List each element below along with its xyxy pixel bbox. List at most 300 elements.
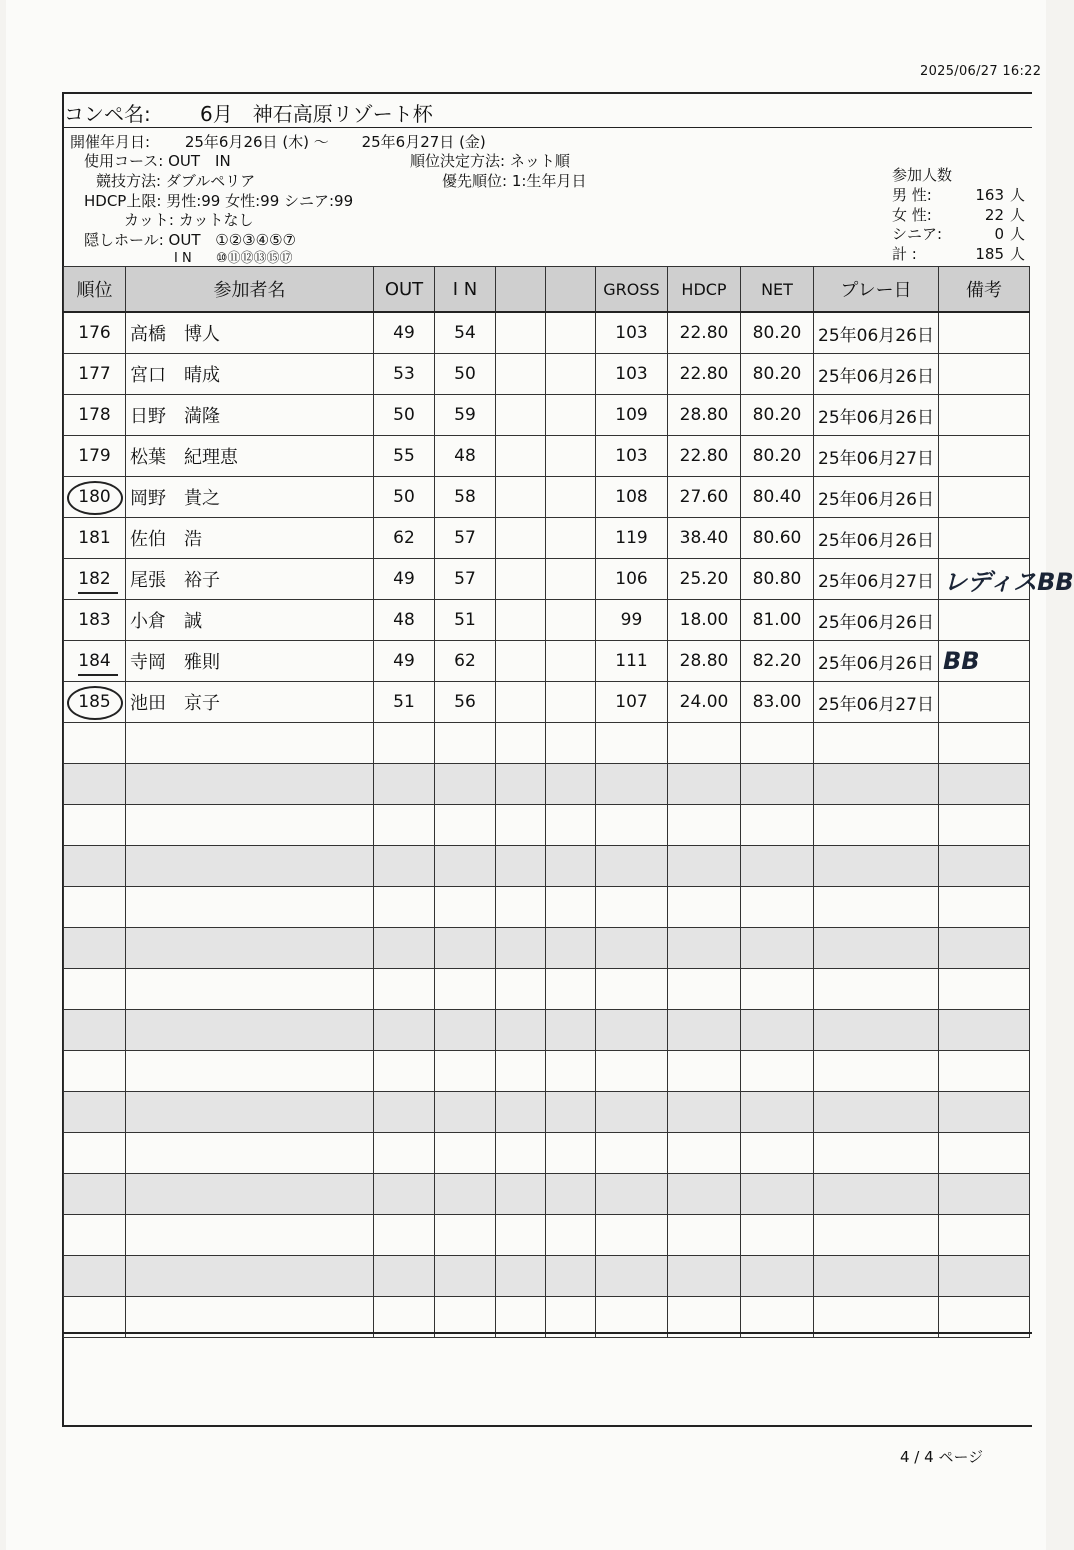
cell-empty [496, 1256, 546, 1297]
cell-empty [496, 1215, 546, 1256]
cell-hdcp: 38.40 [668, 518, 741, 559]
empty-table-row [64, 928, 1030, 969]
cell-name: 尾張 裕子 [126, 559, 374, 600]
cell-empty [64, 1256, 126, 1297]
cell-empty [64, 1215, 126, 1256]
cell-empty [496, 1133, 546, 1174]
rank-value: 178 [78, 405, 111, 425]
cell-hdcp: 27.60 [668, 477, 741, 518]
cell-empty [939, 887, 1030, 928]
footer-box [63, 1332, 1032, 1427]
cell-empty [814, 1092, 939, 1133]
cell-empty [596, 1256, 668, 1297]
cell-empty [814, 805, 939, 846]
cell-rank [64, 518, 126, 559]
cell-empty [546, 1133, 596, 1174]
cell-empty [814, 1051, 939, 1092]
handwritten-circle-mark [67, 481, 123, 515]
cut-row [124, 209, 254, 230]
cell-empty [64, 1051, 126, 1092]
priority-value: 1:生年月日 [511, 172, 587, 190]
cell-empty [939, 969, 1030, 1010]
participant-count-row [892, 204, 1025, 225]
cell-date: 25年06月27日 [814, 559, 939, 600]
cell-net: 80.40 [741, 477, 814, 518]
cell-empty [546, 1051, 596, 1092]
participant-count-row [892, 243, 1025, 264]
cell-in: 54 [435, 312, 496, 354]
cell-empty [496, 969, 546, 1010]
cell-out: 49 [374, 312, 435, 354]
cell-empty [374, 805, 435, 846]
cell-empty [374, 1051, 435, 1092]
cell-out: 55 [374, 436, 435, 477]
cell-empty [741, 1010, 814, 1051]
empty-table-row [64, 764, 1030, 805]
empty-table-row [64, 1215, 1030, 1256]
cell-empty [668, 1092, 741, 1133]
course-label: 使用コース: [84, 152, 164, 170]
empty-table-row [64, 1174, 1030, 1215]
header-hdcp: HDCP [668, 267, 741, 313]
cell-empty [126, 1215, 374, 1256]
cell-empty [741, 1051, 814, 1092]
cell-empty [374, 723, 435, 764]
cell-empty [126, 1092, 374, 1133]
participant-count-row [892, 184, 1025, 205]
participant-count-label: 男 性: [892, 186, 932, 204]
cell-empty [435, 928, 496, 969]
cell-gross: 106 [596, 559, 668, 600]
cell-empty [496, 805, 546, 846]
ranking-method-row [410, 150, 570, 171]
cell-empty [668, 1215, 741, 1256]
table-row [64, 559, 1030, 600]
participant-count-unit: 人 [1010, 225, 1026, 243]
cell-in: 51 [435, 600, 496, 641]
cell-rank [64, 477, 126, 518]
ranking-method-value: ネット順 [509, 152, 570, 170]
cell-rank [64, 354, 126, 395]
cell-empty [741, 1215, 814, 1256]
cell-empty [374, 1174, 435, 1215]
cell-blank [546, 682, 596, 723]
hdcp-label: HDCP上限: [84, 192, 162, 210]
cell-date: 25年06月26日 [814, 395, 939, 436]
cell-out: 50 [374, 477, 435, 518]
table-row [64, 354, 1030, 395]
cell-empty [126, 1133, 374, 1174]
cell-gross: 108 [596, 477, 668, 518]
cell-date: 25年06月26日 [814, 600, 939, 641]
header-in: I N [435, 267, 496, 313]
cell-empty [596, 846, 668, 887]
cell-empty [668, 1133, 741, 1174]
cell-empty [741, 1133, 814, 1174]
cell-empty [939, 805, 1030, 846]
cell-date: 25年06月26日 [814, 312, 939, 354]
table-header-row [64, 267, 1030, 313]
empty-table-row [64, 805, 1030, 846]
cell-date: 25年06月26日 [814, 354, 939, 395]
participant-count-unit: 人 [1010, 186, 1026, 204]
header-blank-2 [546, 267, 596, 313]
cell-blank [546, 477, 596, 518]
cell-empty [814, 969, 939, 1010]
cell-name: 池田 京子 [126, 682, 374, 723]
cell-blank [546, 600, 596, 641]
cell-empty [546, 1092, 596, 1133]
cell-empty [668, 1010, 741, 1051]
cell-empty [374, 1010, 435, 1051]
cell-rank [64, 600, 126, 641]
empty-table-row [64, 1256, 1030, 1297]
cell-empty [496, 1051, 546, 1092]
date-end: 25年6月27日 (金) [361, 133, 486, 151]
cell-empty [741, 723, 814, 764]
cell-empty [741, 1256, 814, 1297]
cell-empty [64, 928, 126, 969]
cell-empty [435, 1215, 496, 1256]
cell-empty [814, 1174, 939, 1215]
cell-blank [546, 641, 596, 682]
cell-blank [496, 641, 546, 682]
cell-gross: 111 [596, 641, 668, 682]
cell-empty [374, 1256, 435, 1297]
cell-blank [496, 559, 546, 600]
cell-name: 寺岡 雅則 [126, 641, 374, 682]
cell-blank [546, 312, 596, 354]
empty-table-row [64, 887, 1030, 928]
cell-blank [496, 600, 546, 641]
cell-empty [546, 723, 596, 764]
results-table [63, 266, 1074, 1338]
cell-gross: 109 [596, 395, 668, 436]
cell-hdcp: 28.80 [668, 395, 741, 436]
header-play-date: プレー日 [814, 267, 939, 313]
table-row [64, 600, 1030, 641]
cell-empty [741, 805, 814, 846]
cell-empty [596, 1010, 668, 1051]
table-row [64, 477, 1030, 518]
empty-table-row [64, 969, 1030, 1010]
cell-empty [668, 928, 741, 969]
participants-heading: 参加人数 [892, 166, 953, 184]
cell-empty [546, 846, 596, 887]
hdcp-row [84, 190, 353, 211]
cell-empty [126, 1256, 374, 1297]
empty-table-row [64, 1133, 1030, 1174]
cell-note [939, 354, 1030, 395]
cell-note [939, 518, 1030, 559]
cell-hdcp: 22.80 [668, 354, 741, 395]
cell-empty [546, 1215, 596, 1256]
cell-empty [435, 1092, 496, 1133]
participant-count-label: シニア: [892, 225, 943, 243]
rank-value: 179 [78, 446, 111, 466]
cell-empty [546, 887, 596, 928]
cell-empty [374, 1215, 435, 1256]
cell-gross: 103 [596, 312, 668, 354]
cell-empty [939, 1092, 1030, 1133]
cell-in: 56 [435, 682, 496, 723]
rank-value: 181 [78, 528, 111, 548]
cell-empty [546, 764, 596, 805]
cell-empty [596, 723, 668, 764]
cell-out: 53 [374, 354, 435, 395]
cell-in: 48 [435, 436, 496, 477]
cell-blank [496, 436, 546, 477]
cell-hdcp: 22.80 [668, 436, 741, 477]
competition-row [96, 170, 255, 191]
cell-empty [668, 887, 741, 928]
cell-empty [668, 764, 741, 805]
course-row [84, 150, 231, 171]
cell-net: 80.20 [741, 436, 814, 477]
participant-count-unit: 人 [1010, 206, 1026, 224]
cell-empty [814, 1215, 939, 1256]
header-note: 備考 [939, 267, 1030, 313]
cell-empty [814, 846, 939, 887]
cell-name: 岡野 貴之 [126, 477, 374, 518]
cell-in: 50 [435, 354, 496, 395]
header-name: 参加者名 [126, 267, 374, 313]
cell-empty [64, 1174, 126, 1215]
cell-empty [435, 1256, 496, 1297]
header-out: OUT [374, 267, 435, 313]
table-row [64, 312, 1030, 354]
table-row [64, 395, 1030, 436]
cell-blank [496, 354, 546, 395]
cell-empty [496, 1010, 546, 1051]
empty-table-row [64, 846, 1030, 887]
cell-empty [496, 764, 546, 805]
cell-note [939, 477, 1030, 518]
cell-out: 49 [374, 641, 435, 682]
empty-table-row [64, 723, 1030, 764]
cell-empty [668, 805, 741, 846]
cell-blank [546, 559, 596, 600]
cell-name: 宮口 晴成 [126, 354, 374, 395]
cell-empty [64, 887, 126, 928]
dates-label: 開催年月日: [70, 133, 151, 151]
cell-empty [435, 969, 496, 1010]
cell-empty [596, 805, 668, 846]
competition-label: 競技方法: [96, 172, 162, 190]
cell-note [939, 682, 1030, 723]
cell-empty [435, 764, 496, 805]
cell-blank [546, 354, 596, 395]
page-number: 4 / 4 ページ [900, 1448, 984, 1466]
cell-empty [64, 1133, 126, 1174]
cell-empty [939, 1174, 1030, 1215]
participant-count-value: 185 [975, 245, 1004, 263]
cell-empty [939, 1010, 1030, 1051]
cell-blank [546, 395, 596, 436]
cell-empty [596, 1215, 668, 1256]
rank-value: 184 [78, 651, 111, 671]
cell-empty [939, 1133, 1030, 1174]
cell-empty [126, 1174, 374, 1215]
cell-gross: 107 [596, 682, 668, 723]
cell-empty [496, 887, 546, 928]
cell-note [939, 600, 1030, 641]
hidden-out-label: OUT [168, 231, 201, 249]
table-row [64, 682, 1030, 723]
participant-count-value: 163 [975, 186, 1004, 204]
cell-net: 82.20 [741, 641, 814, 682]
participant-count-value: 22 [984, 206, 1004, 224]
cell-empty [435, 1133, 496, 1174]
cell-empty [546, 928, 596, 969]
cut-label: カット: [124, 211, 174, 229]
cell-empty [668, 846, 741, 887]
cell-blank [496, 477, 546, 518]
handwritten-underline-mark [78, 592, 118, 594]
cell-empty [668, 1256, 741, 1297]
cell-note [939, 312, 1030, 354]
cell-net: 80.80 [741, 559, 814, 600]
cell-empty [374, 1092, 435, 1133]
cell-empty [939, 1256, 1030, 1297]
cell-in: 62 [435, 641, 496, 682]
cell-empty [496, 928, 546, 969]
table-row [64, 436, 1030, 477]
participant-count-label: 女 性: [892, 206, 932, 224]
cell-empty [126, 1010, 374, 1051]
cell-empty [435, 846, 496, 887]
cell-net: 83.00 [741, 682, 814, 723]
hidden-holes-label: 隠しホール: [84, 231, 164, 249]
cell-empty [374, 764, 435, 805]
course-value: OUT IN [168, 152, 231, 170]
table-row [64, 518, 1030, 559]
cell-empty [64, 846, 126, 887]
cell-empty [741, 1092, 814, 1133]
header-gross: GROSS [596, 267, 668, 313]
cell-empty [435, 723, 496, 764]
cell-in: 58 [435, 477, 496, 518]
print-timestamp: 2025/06/27 16:22 [920, 64, 1042, 79]
cell-rank [64, 559, 126, 600]
cell-rank [64, 682, 126, 723]
cell-in: 57 [435, 518, 496, 559]
rank-value: 177 [78, 364, 111, 384]
cell-name: 日野 満隆 [126, 395, 374, 436]
cell-empty [64, 805, 126, 846]
cell-note [939, 436, 1030, 477]
empty-table-row [64, 1010, 1030, 1051]
hidden-in-label: I N [174, 251, 192, 266]
cell-empty [496, 1174, 546, 1215]
rank-value: 185 [78, 692, 111, 712]
ranking-method-label: 順位決定方法: [410, 152, 506, 170]
cell-note: BB [939, 641, 1030, 682]
cell-empty [435, 1010, 496, 1051]
cell-name: 小倉 誠 [126, 600, 374, 641]
header-net: NET [741, 267, 814, 313]
cell-empty [374, 887, 435, 928]
cell-empty [546, 969, 596, 1010]
cell-empty [814, 764, 939, 805]
cell-empty [939, 928, 1030, 969]
cell-blank [496, 312, 546, 354]
cell-in: 59 [435, 395, 496, 436]
cell-empty [814, 1010, 939, 1051]
cut-value: カットなし [178, 211, 254, 229]
cell-empty [435, 1051, 496, 1092]
priority-label: 優先順位: [442, 172, 508, 190]
cell-empty [596, 1051, 668, 1092]
rank-value: 176 [78, 323, 111, 343]
cell-date: 25年06月27日 [814, 682, 939, 723]
cell-hdcp: 18.00 [668, 600, 741, 641]
cell-name: 佐伯 浩 [126, 518, 374, 559]
cell-empty [374, 1133, 435, 1174]
participant-count-unit: 人 [1010, 245, 1026, 263]
cell-rank [64, 312, 126, 354]
cell-out: 49 [374, 559, 435, 600]
cell-blank [546, 436, 596, 477]
cell-date: 25年06月26日 [814, 477, 939, 518]
cell-empty [126, 887, 374, 928]
cell-empty [435, 805, 496, 846]
cell-empty [741, 764, 814, 805]
hidden-in-holes: ⑩⑪⑫⑬⑮⑰ [215, 251, 293, 266]
cell-empty [596, 969, 668, 1010]
cell-net: 81.00 [741, 600, 814, 641]
cell-blank [496, 395, 546, 436]
cell-empty [814, 1133, 939, 1174]
cell-empty [814, 1256, 939, 1297]
cell-out: 48 [374, 600, 435, 641]
cell-empty [126, 805, 374, 846]
cell-date: 25年06月27日 [814, 436, 939, 477]
header-blank-1 [496, 267, 546, 313]
cell-empty [814, 928, 939, 969]
cell-gross: 103 [596, 354, 668, 395]
empty-table-row [64, 1092, 1030, 1133]
cell-note: レディスBB [939, 559, 1030, 600]
cell-empty [596, 1174, 668, 1215]
cell-empty [741, 1174, 814, 1215]
cell-empty [668, 1174, 741, 1215]
table-row [64, 641, 1030, 682]
date-start: 25年6月26日 (木) ～ [184, 133, 329, 151]
cell-note [939, 395, 1030, 436]
cell-empty [126, 764, 374, 805]
cell-empty [126, 969, 374, 1010]
participant-count-row [892, 223, 1025, 244]
cell-empty [741, 887, 814, 928]
rank-value: 183 [78, 610, 111, 630]
handwritten-underline-mark [78, 674, 118, 676]
cell-hdcp: 28.80 [668, 641, 741, 682]
cell-date: 25年06月26日 [814, 641, 939, 682]
handwritten-circle-mark [67, 686, 123, 720]
competition-name-label: コンペ名: [64, 102, 151, 126]
cell-empty [668, 723, 741, 764]
cell-net: 80.60 [741, 518, 814, 559]
cell-gross: 119 [596, 518, 668, 559]
cell-out: 62 [374, 518, 435, 559]
cell-empty [374, 928, 435, 969]
cell-empty [126, 723, 374, 764]
cell-empty [496, 846, 546, 887]
cell-in: 57 [435, 559, 496, 600]
cell-blank [496, 682, 546, 723]
cell-empty [64, 764, 126, 805]
